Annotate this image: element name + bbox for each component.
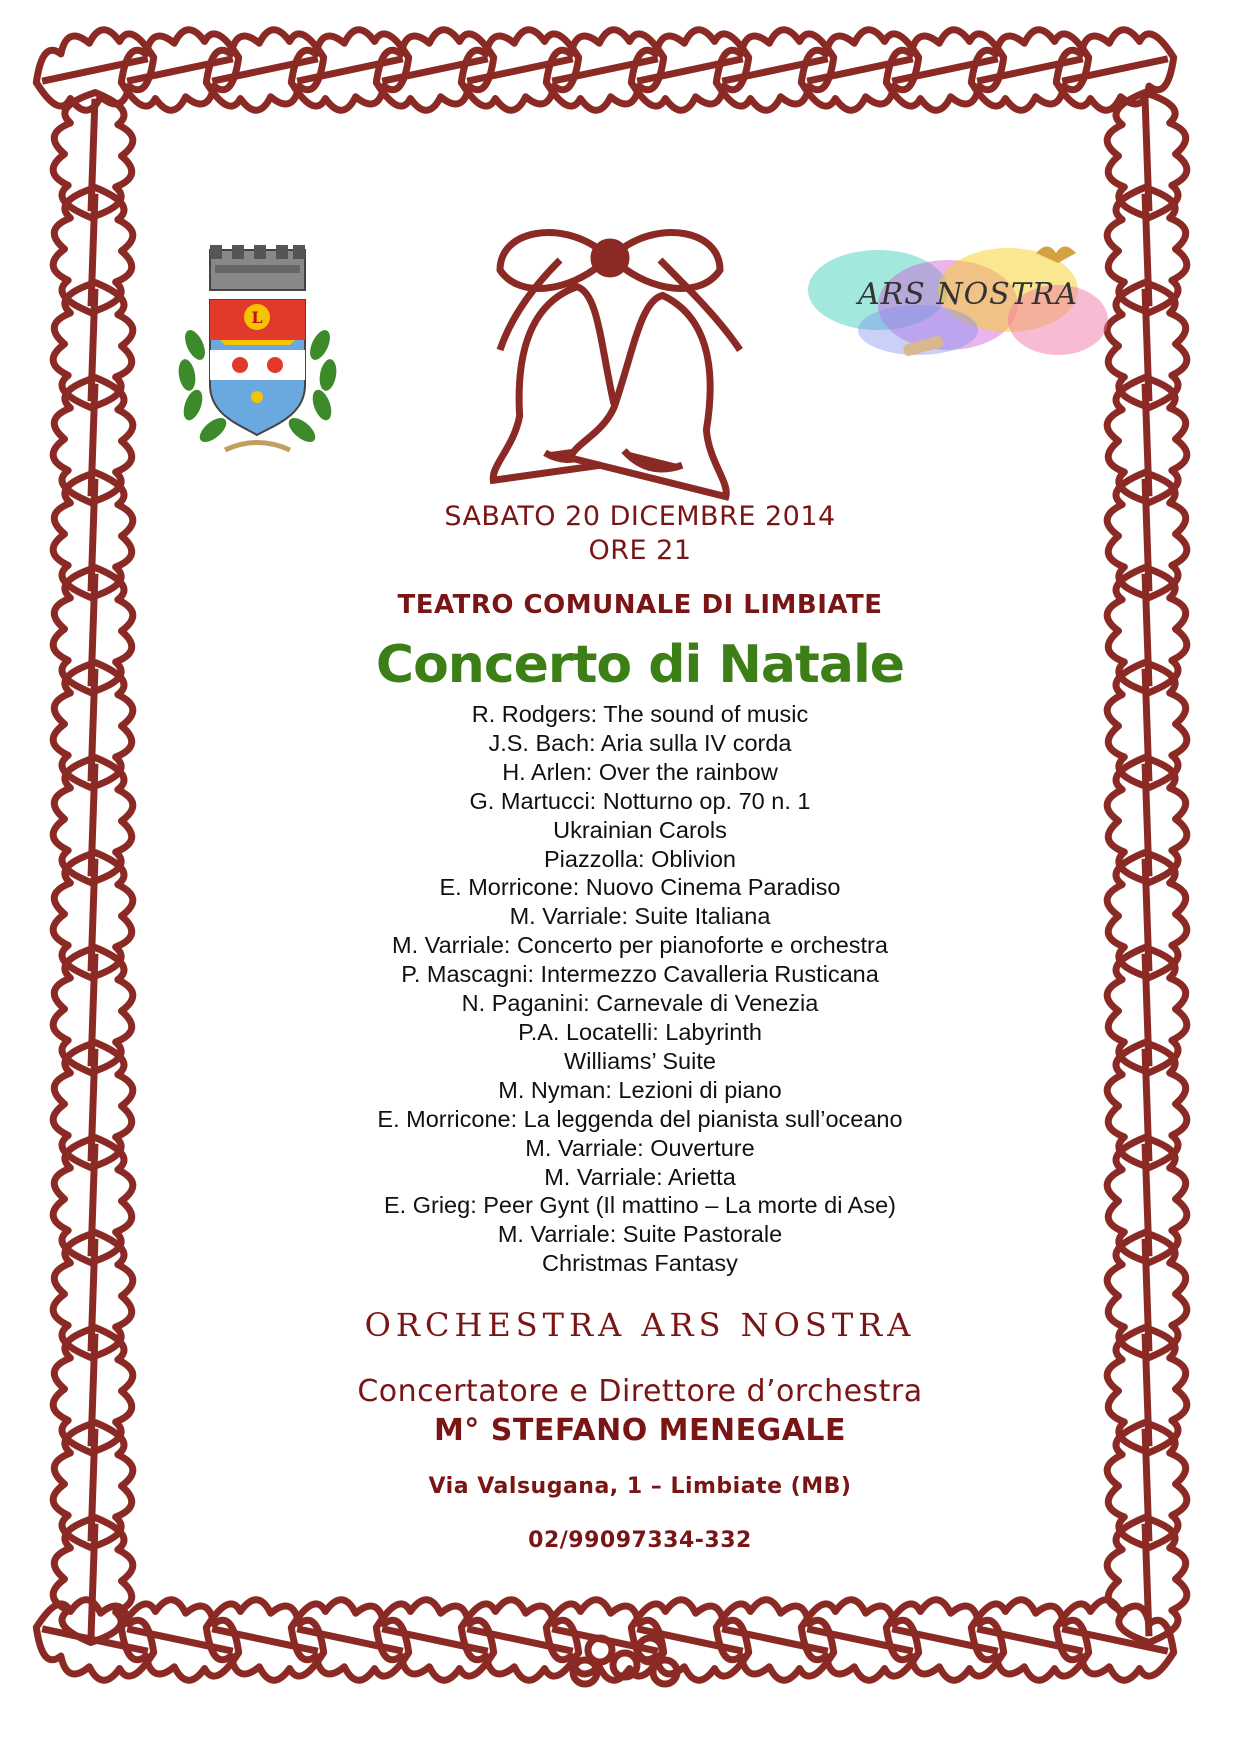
program-item: E. Grieg: Peer Gynt (Il mattino – La morte di Ase) (384, 1192, 896, 1219)
program-item: P.A. Locatelli: Labyrinth (518, 1018, 762, 1045)
ars-nostra-logo-text: ARS NOSTRA (858, 277, 1078, 312)
svg-text:L: L (251, 308, 263, 327)
program-item: G. Martucci: Notturno op. 70 n. 1 (469, 787, 811, 814)
conductor-name: M° STEFANO MENEGALE (433, 1413, 847, 1449)
municipal-crest-logo (165, 245, 350, 475)
program-item: M. Varriale: Ouverture (525, 1134, 755, 1161)
program-item: M. Nyman: Lezioni di piano (498, 1076, 782, 1103)
poster-content (240, 500, 1040, 1556)
holly-leaf-icon (52, 1516, 135, 1644)
event-venue: TEATRO COMUNALE DI LIMBIATE (397, 590, 883, 620)
program-item: Christmas Fantasy (542, 1250, 738, 1277)
contact-phone: 02/99097334-332 (528, 1528, 752, 1554)
conductor-role: Concertatore e Direttore d’orchestra (357, 1374, 923, 1410)
program-item: M. Varriale: Suite Pastorale (497, 1221, 783, 1248)
program-item: P. Mascagni: Intermezzo Cavalleria Rusticana (401, 961, 879, 988)
program-item: E. Morricone: La leggenda del pianista sull’oceano (377, 1105, 903, 1132)
program-item: J.S. Bach: Aria sulla IV corda (488, 729, 792, 756)
program-item: H. Arlen: Over the rainbow (502, 758, 778, 785)
program-item: E. Morricone: Nuovo Cinema Paradiso (439, 874, 841, 901)
program-item: Piazzolla: Oblivion (543, 845, 736, 872)
orchestra-name: ORCHESTRA ARS NOSTRA (364, 1306, 916, 1345)
ars-nostra-logo (808, 235, 1108, 365)
program-list (240, 700, 1040, 1278)
event-time: ORE 21 (588, 535, 692, 566)
program-item: R. Rodgers: The sound of music (471, 701, 809, 727)
event-title: Concerto di Natale (375, 635, 905, 695)
program-item: Williams’ Suite (564, 1047, 716, 1074)
program-item: M. Varriale: Suite Italiana (509, 903, 771, 930)
event-date: SABATO 20 DICEMBRE 2014 (444, 501, 836, 532)
venue-address: Via Valsugana, 1 – Limbiate (MB) (428, 1474, 852, 1500)
program-item: M. Varriale: Concerto per pianoforte e orchestra (392, 932, 888, 959)
program-item: M. Varriale: Arietta (544, 1163, 736, 1190)
program-item: Ukrainian Carols (553, 816, 727, 843)
holly-leaf-icon (1106, 1516, 1189, 1644)
program-item: N. Paganini: Carnevale di Venezia (461, 990, 819, 1017)
christmas-bells-ornament (468, 233, 769, 497)
